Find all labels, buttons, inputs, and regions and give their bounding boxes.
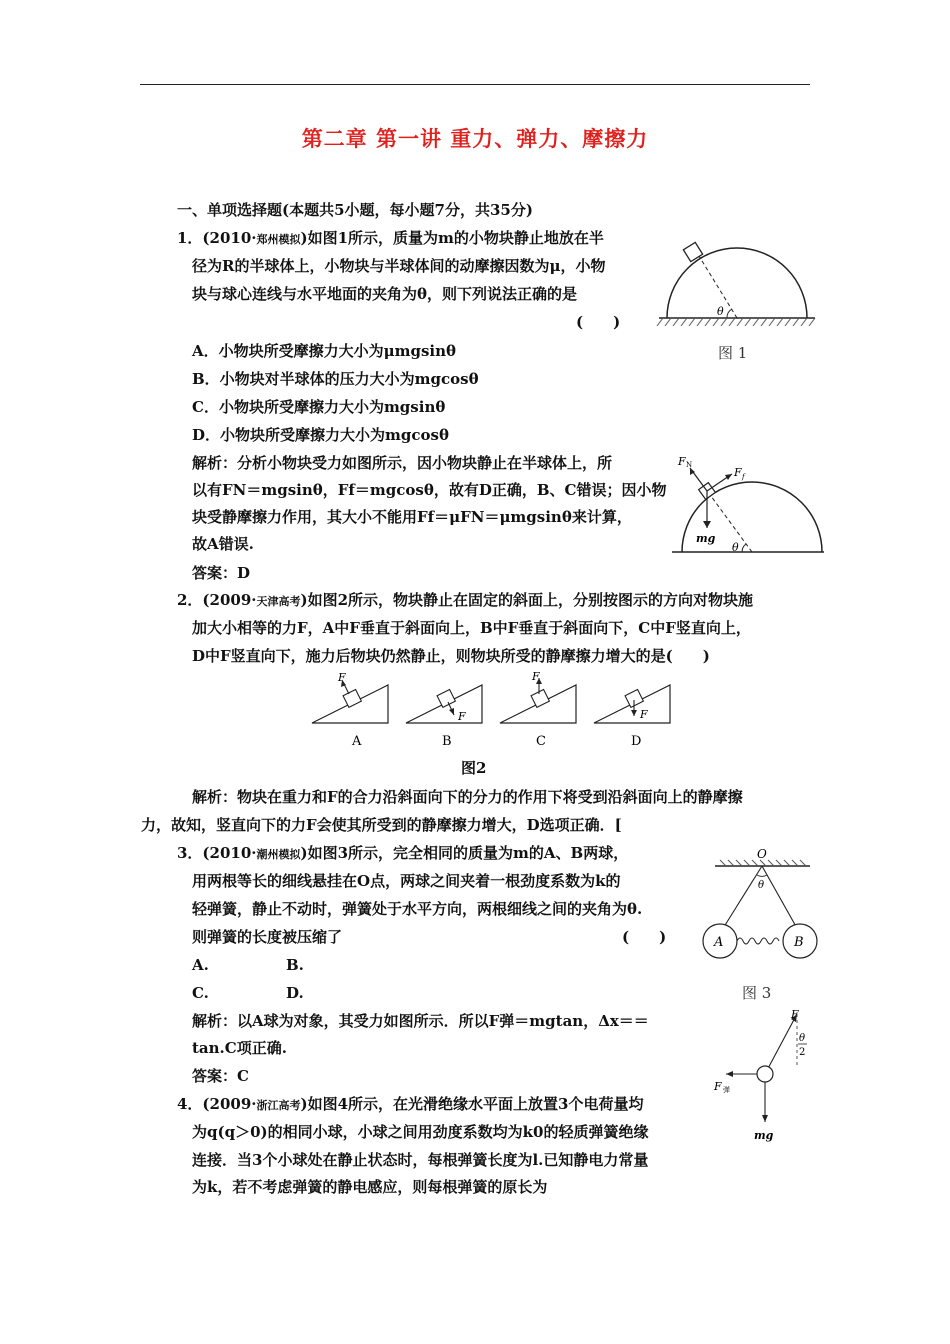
svg-text:F: F <box>532 670 540 683</box>
q1-explanation-4: 故A错误. <box>192 535 254 553</box>
q1-explanation-1: 解析：分析小物块受力如图所示，因小物块静止在半球体上，所 <box>192 454 613 472</box>
svg-text:F: F <box>678 455 686 468</box>
svg-text:F: F <box>338 671 346 684</box>
q2-explanation-1: 解析：物块在重力和F的合力沿斜面向下的分力的作用下将受到沿斜面向上的静摩擦 <box>192 788 743 806</box>
svg-text:B: B <box>794 935 804 950</box>
q3-option-c: C. <box>192 984 209 1002</box>
q3-explanation-1: 解析：以A球为对象，其受力如图所示．所以F弹＝mgtan，Δx＝＝ <box>192 1012 649 1030</box>
q4-line4: 为k，若不考虑弹簧的静电感应，则每根弹簧的原长为 <box>192 1178 548 1196</box>
figure-2-panel-c <box>500 670 576 749</box>
q3-answer: 答案：C <box>192 1067 249 1085</box>
q4-line2: 为q(q＞0)的相同小球，小球之间用劲度系数均为k0的轻质弹簧绝缘 <box>192 1123 649 1141</box>
header-rule <box>140 84 810 85</box>
q1-option-d: D．小物块所受摩擦力大小为mgcosθ <box>192 426 449 444</box>
q2-line2: 加大小相等的力F，A中F垂直于斜面向上，B中F垂直于斜面向下，C中F竖直向上， <box>192 619 751 637</box>
svg-text:D: D <box>631 734 642 749</box>
svg-text:θ: θ <box>799 1033 806 1044</box>
q3-option-d: D. <box>286 984 304 1002</box>
svg-text:F: F <box>734 466 742 479</box>
svg-text:θ: θ <box>758 880 765 891</box>
svg-text:F: F <box>640 708 648 721</box>
q1-option-a: A．小物块所受摩擦力大小为μmgsinθ <box>192 342 457 360</box>
q3-line3: 轻弹簧，静止不动时，弹簧处于水平方向，两根细线之间的夹角为θ. <box>192 900 643 918</box>
svg-text:C: C <box>536 734 546 749</box>
svg-text:θ: θ <box>732 541 739 554</box>
figure-2-caption: 图2 <box>461 759 487 777</box>
q1-line1: 1．(2010·郑州模拟)如图1所示，质量为m的小物块静止地放在半 <box>177 229 604 247</box>
q4-line3: 连接．当3个小球处在静止状态时，每根弹簧长度为l.已知静电力常量 <box>192 1151 649 1169</box>
q2-explanation-2: 力，故知，竖直向下的力F会使其所受到的静摩擦力增大，D选项正确．[ <box>141 816 622 834</box>
figure-2-inclines <box>308 670 678 752</box>
figure-1-hemisphere <box>655 238 820 330</box>
q1-option-c: C．小物块所受摩擦力大小为mgsinθ <box>192 398 446 416</box>
q1-force-diagram <box>668 452 828 562</box>
figure-2-panel-a <box>312 671 388 749</box>
q1-blank: ( ) <box>576 313 621 331</box>
q3-line1: 3．(2010·潮州模拟)如图3所示，完全相同的质量为m的A、B两球， <box>177 844 629 862</box>
q3-force-diagram <box>712 1006 822 1146</box>
q1-answer: 答案：D <box>192 564 251 582</box>
svg-text:A: A <box>714 935 724 950</box>
svg-text:mg: mg <box>754 1129 774 1142</box>
q3-blank: ( ) <box>622 928 667 946</box>
svg-text:F: F <box>458 710 466 723</box>
figure-2-panel-b <box>406 685 482 749</box>
q4-line1: 4．(2009·浙江高考)如图4所示，在光滑绝缘水平面上放置3个电荷量均 <box>177 1095 644 1113</box>
q3-option-a: A. <box>192 956 209 974</box>
q3-line4: 则弹簧的长度被压缩了 <box>192 928 343 946</box>
q3-explanation-2: tan.C项正确. <box>192 1039 287 1057</box>
svg-text:mg: mg <box>696 532 716 545</box>
svg-text:F: F <box>791 1008 799 1021</box>
section-heading: 一、单项选择题(本题共5小题，每小题7分，共35分) <box>177 201 533 219</box>
q1-explanation-2: 以有FN＝mgsinθ，Ff＝mgcosθ，故有D正确，B、C错误；因小物 <box>192 481 667 499</box>
svg-text:f: f <box>742 473 745 481</box>
q1-explanation-3: 块受静摩擦力作用，其大小不能用Ff＝μFN＝μmgsinθ来计算， <box>192 508 632 526</box>
figure-1-caption: 图 1 <box>718 344 748 362</box>
q1-line3: 块与球心连线与水平地面的夹角为θ，则下列说法正确的是 <box>192 285 578 303</box>
q1-option-b: B．小物块对半球体的压力大小为mgcosθ <box>192 370 479 388</box>
q1-line2: 径为R的半球体上，小物块与半球体间的动摩擦因数为μ，小物 <box>192 257 606 275</box>
svg-text:θ: θ <box>717 305 724 318</box>
svg-text:2: 2 <box>799 1047 806 1058</box>
q3-line2: 用两根等长的细线悬挂在O点，两球之间夹着一根劲度系数为k的 <box>192 872 621 890</box>
svg-text:A: A <box>352 734 362 749</box>
q2-line3: D中F竖直向下，施力后物块仍然静止，则物块所受的静摩擦力增大的是( ) <box>192 647 710 665</box>
q2-line1: 2．(2009·天津高考)如图2所示，物块静止在固定的斜面上，分别按图示的方向对物块施 <box>177 591 754 609</box>
q3-option-b: B. <box>286 956 304 974</box>
svg-text:N: N <box>686 461 693 469</box>
figure-2-panel-d <box>594 685 670 749</box>
figure-3-suspended-balls <box>700 846 825 971</box>
figure-3-caption: 图 3 <box>742 984 772 1002</box>
svg-text:B: B <box>442 734 452 749</box>
svg-text:O: O <box>757 847 767 861</box>
page-title: 第二章 第一讲 重力、弹力、摩擦力 <box>301 127 649 151</box>
svg-text:F: F <box>714 1080 722 1093</box>
svg-text:弹: 弹 <box>723 1086 730 1094</box>
